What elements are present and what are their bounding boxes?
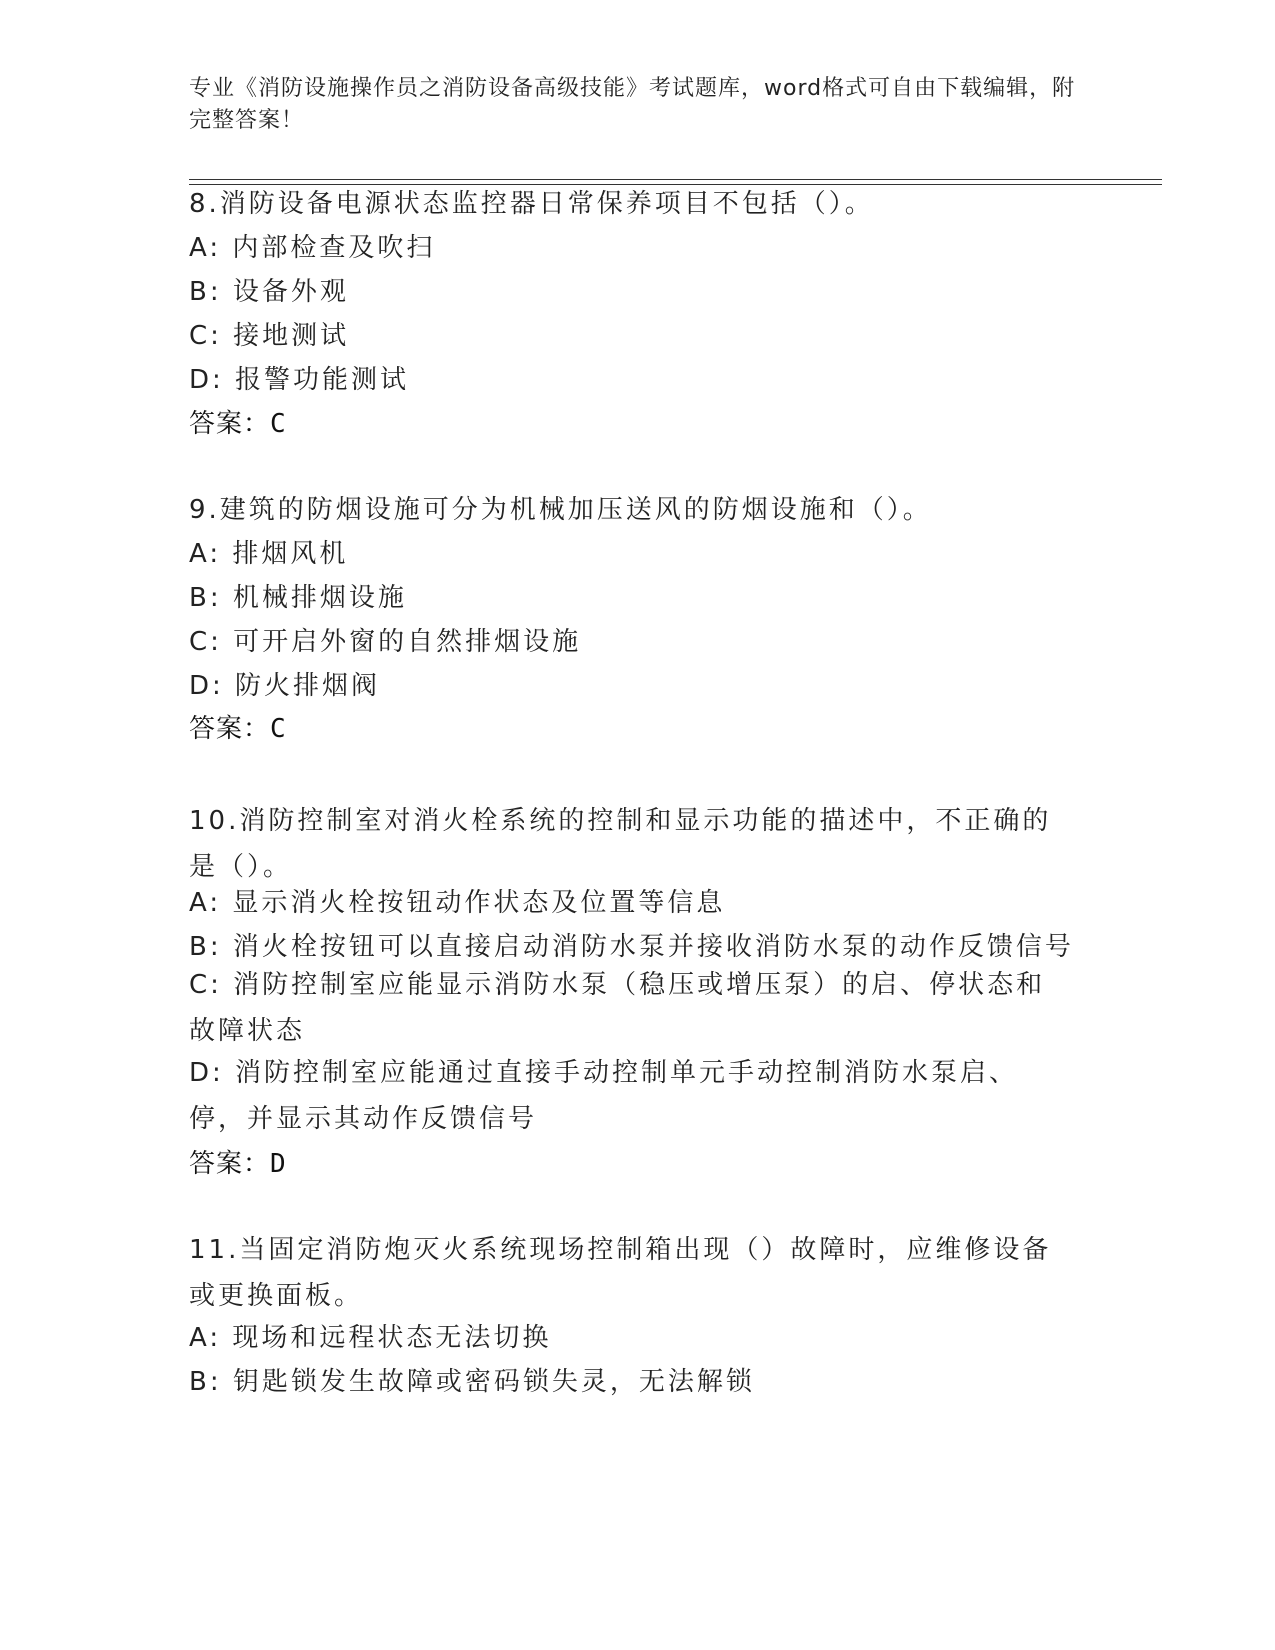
question-9-option-b: B: 机械排烟设施 (189, 583, 407, 613)
answer-value: D (270, 1149, 286, 1179)
question-10-option-c: C: 消防控制室应能显示消防水泵（稳压或增压泵）的启、停状态和故障状态 (189, 970, 1046, 1046)
question-8-option-d: D: 报警功能测试 (189, 365, 410, 395)
question-10-option-a: A: 显示消火栓按钮动作状态及位置等信息 (189, 888, 726, 918)
answer-label: 答案： (189, 1149, 271, 1179)
question-8-option-c: C: 接地测试 (189, 321, 350, 351)
question-11-option-b: B: 钥匙锁发生故障或密码锁失灵，无法解锁 (189, 1367, 755, 1397)
question-9-option-d: D: 防火排烟阀 (189, 671, 381, 701)
question-8-answer (189, 407, 286, 441)
question-8-option-b: B: 设备外观 (189, 277, 349, 307)
header-divider-top (189, 179, 1162, 180)
question-9-answer (189, 712, 286, 746)
question-10-option-d: D: 消防控制室应能通过直接手动控制单元手动控制消防水泵启、停，并显示其动作反馈信号 (189, 1058, 1019, 1134)
answer-value: C (270, 409, 286, 439)
question-11-option-a: A: 现场和远程状态无法切换 (189, 1323, 552, 1353)
header-note: 专业《消防设施操作员之消防设备高级技能》考试题库，word格式可自由下载编辑，附完整答案！ (189, 76, 1076, 133)
answer-value: C (270, 714, 286, 744)
question-10-answer (189, 1147, 286, 1181)
question-10-stem: 10.消防控制室对消火栓系统的控制和显示功能的描述中，不正确的是（）。 (189, 806, 1052, 882)
question-8-stem: 8.消防设备电源状态监控器日常保养项目不包括（）。 (189, 189, 874, 219)
header-divider-bottom (189, 184, 1162, 185)
question-9-option-a: A: 排烟风机 (189, 539, 349, 569)
question-11-stem: 11.当固定消防炮灭火系统现场控制箱出现（）故障时，应维修设备或更换面板。 (189, 1235, 1052, 1311)
answer-label: 答案： (189, 409, 271, 439)
answer-label: 答案： (189, 714, 271, 744)
question-9-option-c: C: 可开启外窗的自然排烟设施 (189, 627, 582, 657)
question-10-option-b: B: 消火栓按钮可以直接启动消防水泵并接收消防水泵的动作反馈信号 (189, 932, 1074, 962)
question-9-stem: 9.建筑的防烟设施可分为机械加压送风的防烟设施和（）。 (189, 495, 932, 525)
question-8-option-a: A: 内部检查及吹扫 (189, 233, 436, 263)
